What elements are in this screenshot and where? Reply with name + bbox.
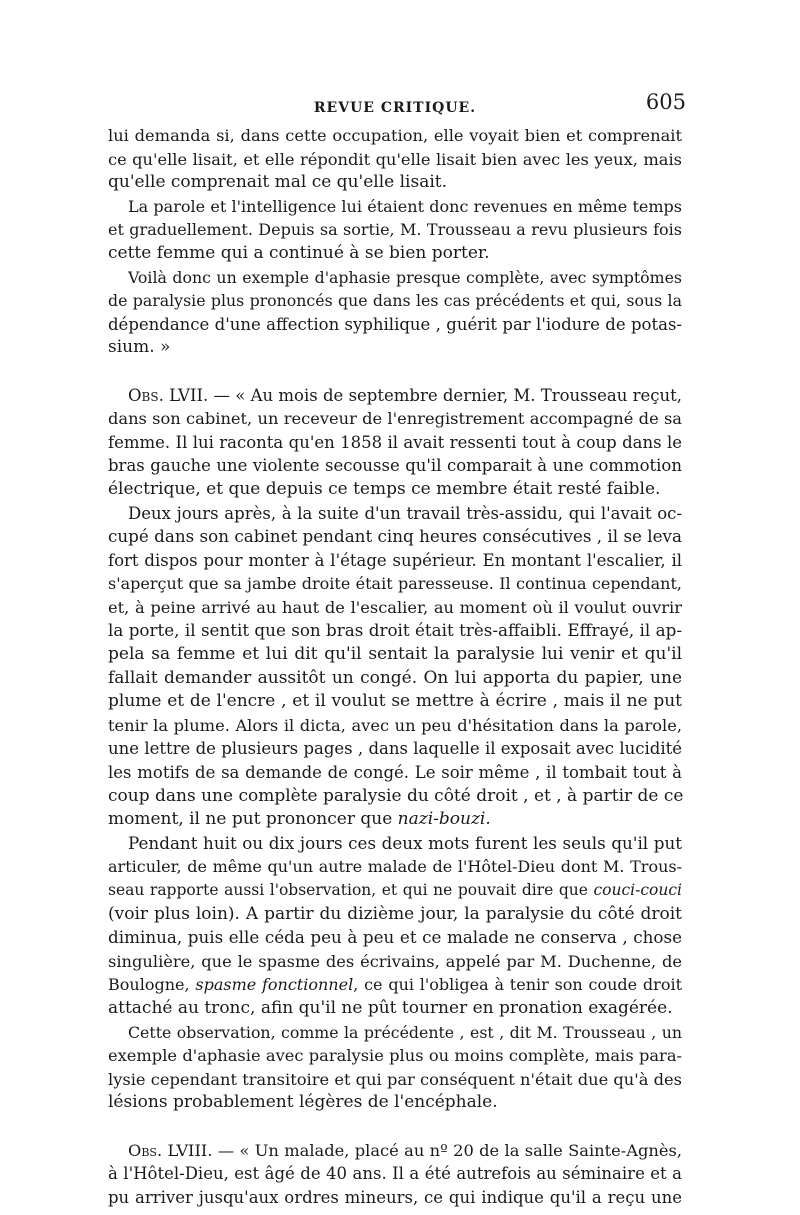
page-number: 605: [645, 90, 686, 114]
text-line: et, à peine arrivé au haut de l'escalier, au moment où il voulut ouvrir: [108, 597, 682, 617]
text-line: les motifs de sa demande de congé. Le soir même , il tombait tout à: [108, 763, 682, 783]
text-line: à l'Hôtel-Dieu, est âgé de 40 ans. Il a été autrefois au séminaire et a: [108, 1164, 682, 1184]
text-line: lésions probablement légères de l'encéphale.: [108, 1092, 498, 1113]
paragraph-1: [108, 124, 682, 195]
text-line: Pendant huit ou dix jours ces deux mots furent les seuls qu'il put: [128, 832, 682, 853]
text-line: de paralysie plus prononcés que dans les cas précédents et qui, sous la: [108, 291, 682, 311]
text-line: plume et de l'encre , et il voulut se mettre à écrire , mais il ne put: [108, 691, 682, 712]
text-line: cette femme qui a continué à se bien porter.: [108, 242, 490, 263]
text-line: [108, 973, 682, 997]
text-line: [108, 384, 682, 408]
text-span: Boulogne,: [108, 975, 196, 995]
section-gap: [108, 1115, 682, 1139]
observation-label: Obs. LVIII.: [128, 1140, 213, 1160]
text-span: — « Un malade, placé au nº 20 de la salle Sainte-Agnès,: [212, 1140, 682, 1160]
text-line: cupé dans son cabinet pendant cinq heures consécutives , il se leva: [108, 526, 682, 547]
text-line: bras gauche une violente secousse qu'il comparait à une commotion: [108, 456, 682, 476]
observation-58: [108, 1139, 682, 1210]
text-line: singulière, que le spasme des écrivains, appelé par M. Duchenne, de: [108, 951, 682, 971]
text-line: [108, 879, 682, 903]
text-line: (voir plus loin). A partir du dizième jour, la paralysie du côté droit: [108, 903, 682, 924]
running-title: REVUE CRITIQUE.: [313, 100, 477, 116]
text-span: seau rapporte aussi l'observation, et qui ne pouvait dire que: [108, 881, 594, 899]
text-line: dépendance d'une affection syphilique , guérit par l'iodure de potas-: [108, 314, 682, 334]
text-span: — « Au mois de septembre dernier, M. Trousseau reçut,: [208, 385, 682, 405]
text-line: [108, 808, 682, 832]
text-line: femme. Il lui raconta qu'en 1858 il avait ressenti tout à coup dans le: [108, 432, 682, 452]
running-head: [108, 90, 686, 124]
text-line: électrique, et que depuis ce temps ce membre était resté faible.: [108, 478, 661, 499]
italic-term: spasme fonctionnel: [195, 975, 354, 995]
paragraph-7: [108, 1021, 682, 1115]
observation-57: [108, 384, 682, 502]
text-line: pu arriver jusqu'aux ordres mineurs, ce qui indique qu'il a reçu une: [108, 1187, 682, 1207]
text-line: attaché au tronc, afin qu'il ne pût tourner en pronation exagérée.: [108, 997, 673, 1018]
text-line: coup dans une complète paralysie du côté droit , et , à partir de ce: [108, 785, 684, 806]
text-line: pela sa femme et lui dit qu'il sentait la paralysie lui venir et qu'il: [108, 644, 682, 665]
text-line: Voilà donc un exemple d'aphasie presque complète, avec symptômes: [128, 267, 682, 287]
text-line: qu'elle comprenait mal ce qu'elle lisait.: [108, 172, 447, 193]
text-line: lysie cependant transitoire et qui par conséquent n'était due qu'à des: [108, 1069, 682, 1089]
text-line: exemple d'aphasie avec paralysie plus ou moins complète, mais para-: [108, 1046, 682, 1066]
text-line: [108, 1139, 682, 1163]
text-line: ce qu'elle lisait, et elle répondit qu'elle lisait bien avec les yeux, mais: [108, 149, 682, 169]
italic-term: couci-couci: [593, 881, 682, 899]
text-line: fallait demander aussitôt un congé. On lui apporta du papier, une: [108, 667, 682, 688]
text-line: Deux jours après, à la suite d'un travail très-assidu, qui l'avait oc-: [128, 503, 682, 523]
book-page: [108, 90, 686, 1209]
text-line: articuler, de même qu'un autre malade de l'Hôtel-Dieu dont M. Trous-: [108, 857, 682, 877]
text-line: La parole et l'intelligence lui étaient donc revenues en même temps: [128, 196, 682, 216]
text-span: , ce qui l'obligea à tenir son coude droit: [353, 975, 683, 995]
text-line: tenir la plume. Alors il dicta, avec un peu d'hésitation dans la parole,: [108, 715, 682, 735]
text-span: moment, il ne put prononcer que: [108, 809, 398, 830]
text-line: la porte, il sentit que son bras droit était très-affaibli. Effrayé, il ap-: [108, 620, 682, 641]
text-line: et graduellement. Depuis sa sortie, M. Trousseau a revu plusieurs fois: [108, 220, 682, 240]
text-line: lui demanda si, dans cette occupation, elle voyait bien et comprenait: [108, 126, 682, 145]
text-line: s'aperçut que sa jambe droite était paresseuse. Il continua cependant,: [108, 574, 682, 594]
text-line: sium. »: [108, 337, 171, 358]
text-line: fort dispos pour monter à l'étage supérieur. En montant l'escalier, il: [108, 550, 682, 570]
text-line: diminua, puis elle céda peu à peu et ce malade ne conserva , chose: [108, 927, 682, 948]
italic-term: nazi-bouzi.: [397, 809, 491, 830]
text-line: Cette observation, comme la précédente , est , dit M. Trousseau , un: [128, 1022, 682, 1042]
paragraph-3: [108, 266, 682, 360]
paragraph-5: [108, 502, 682, 832]
observation-label: Obs. LVII.: [128, 385, 209, 405]
paragraph-6: [108, 832, 682, 1021]
text-line: dans son cabinet, un receveur de l'enregistrement accompagné de sa: [108, 409, 682, 429]
text-line: une lettre de plusieurs pages , dans laquelle il exposait avec lucidité: [108, 739, 682, 759]
paragraph-2: [108, 195, 682, 266]
section-gap: [108, 360, 682, 384]
